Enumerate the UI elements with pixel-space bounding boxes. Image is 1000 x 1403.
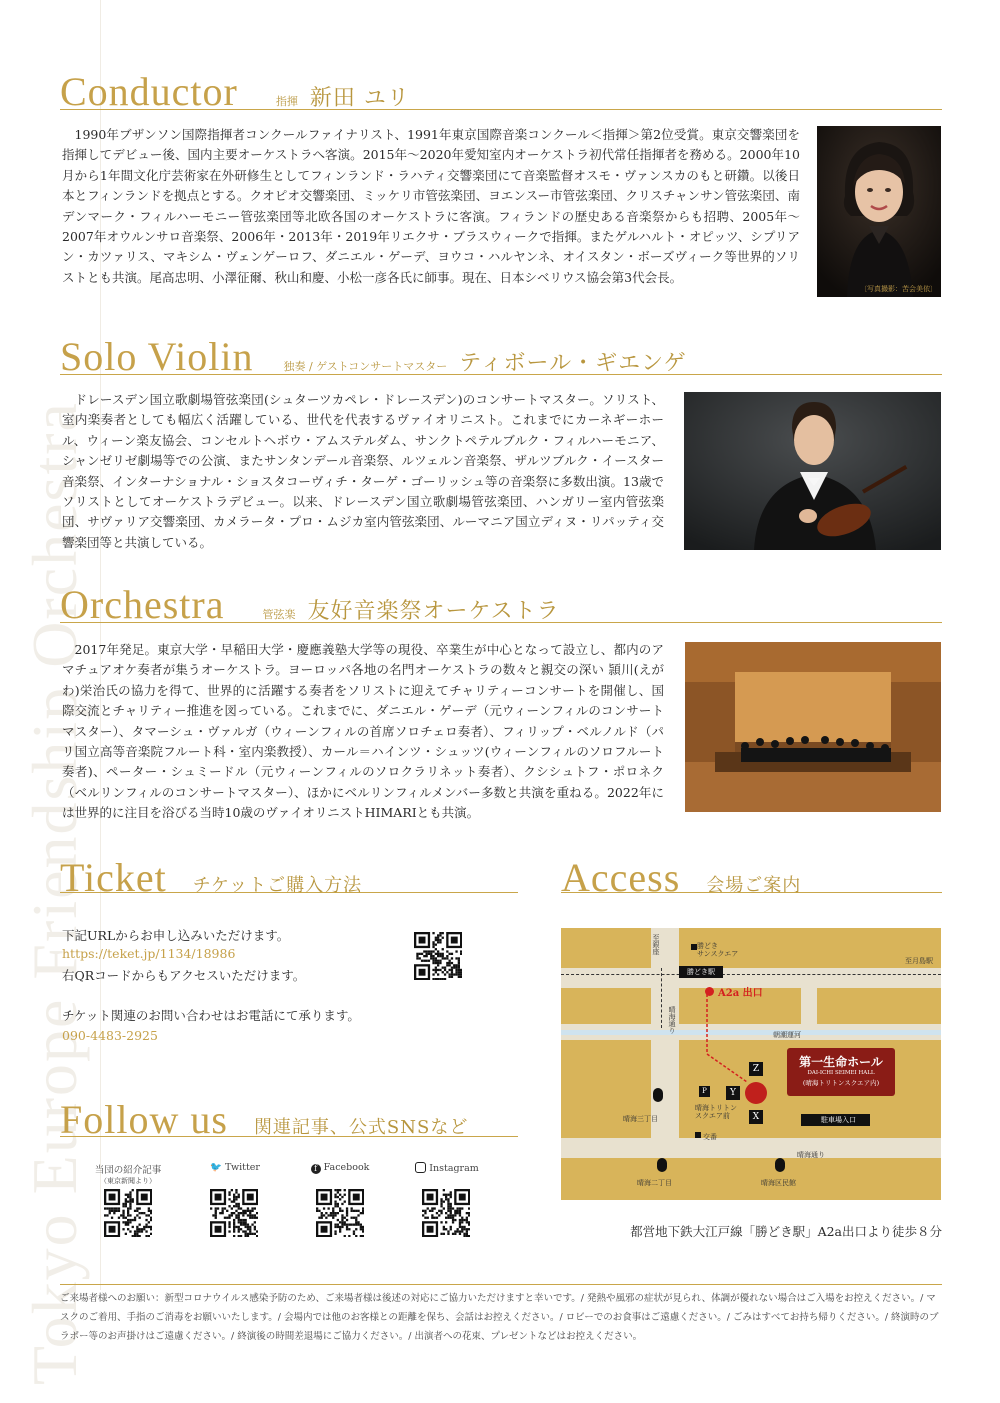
- ticket-header: [60, 855, 518, 900]
- hall-marker: [745, 1082, 767, 1104]
- follow-instagram-label: Instagram: [392, 1162, 502, 1174]
- harumi-street-v: 晴海通り: [668, 1006, 676, 1034]
- ticket-line3: チケット関連のお問い合わせはお電話にて承ります。: [62, 1008, 360, 1023]
- follow-facebook-label: f Facebook: [285, 1162, 395, 1174]
- facebook-qr-code[interactable]: [316, 1189, 364, 1237]
- station-label: 勝どき駅: [679, 966, 723, 978]
- sign-p: P: [699, 1086, 710, 1097]
- sign-y: Y: [726, 1086, 740, 1100]
- conductor-role: 指揮: [275, 95, 298, 108]
- bus-stop-icon: [775, 1158, 785, 1172]
- access-title: Access: [561, 855, 681, 900]
- covid-notice: ご来場者様へのお願い：新型コロナウイルス感染予防のため、ご来場者様は後述の対応にご協力いただけますと幸いです。/ 発熱や風邪の症状が見られ、体調が優れない場合はご入場をお控えください。/ マスクのご着用、手指のご消毒をお願いいたします。/ 会場内では他のお客様との距離を保ち、会話はお控えください。/ ロビーでのお食事はご遠慮ください。/ ごみはすべてお持ち帰りください。/ 終演時のブラボー等のお声掛けはご遠慮ください。/ 終演後の時間差退場にご協力ください。/ 出演者への花束、プレゼントなどはお控えください。: [60, 1284, 942, 1346]
- harumi-road-label: 晴海通り: [797, 1151, 825, 1159]
- exit-label: A2a 出口: [718, 988, 763, 999]
- violin-name: ティボール・ギエンゲ: [459, 351, 687, 376]
- follow-article-label: 当団の紹介記事 （東京新聞より）: [94, 1165, 162, 1185]
- sign-z: Z: [749, 1062, 763, 1076]
- walking-route: [701, 994, 761, 1094]
- ticket-url-link[interactable]: https://teket.jp/1134/18986: [62, 946, 236, 961]
- conductor-header: [60, 69, 942, 114]
- violin-role: 独奏 / ゲストコンサートマスター: [283, 360, 448, 373]
- ticket-qr-code[interactable]: [414, 932, 462, 980]
- orchestra-title: Orchestra: [60, 582, 225, 627]
- chuo-office-label: 晴海区民館: [761, 1179, 796, 1187]
- parking-label: 駐車場入口: [801, 1114, 870, 1126]
- canal-label: 朝潮運河: [773, 1031, 801, 1039]
- access-header: [561, 855, 942, 900]
- ticket-line2: 右QRコードからもアクセスいただけます。: [62, 968, 306, 983]
- ginza-label: 至銀座: [652, 934, 660, 955]
- access-subtitle: 会場ご案内: [706, 875, 802, 896]
- facebook-icon: f: [311, 1164, 321, 1174]
- tsukishima-label: 至月島駅: [905, 957, 933, 965]
- ticket-line1: 下記URLからお申し込みいただけます。: [62, 928, 290, 943]
- hall-name-en: DAI-ICHI SEIMEI HALL: [807, 1070, 875, 1076]
- kachidoki-square: 勝どき サンスクエア: [697, 942, 739, 958]
- harumi3-label: 晴海三丁目: [623, 1115, 658, 1123]
- conductor-photo: [817, 126, 941, 297]
- follow-title: Follow us: [60, 1097, 228, 1142]
- violin-bio: ドレースデン国立歌劇場管弦楽団(シュターツカペレ・ドレースデン)のコンサートマスター。ソリスト、室内楽奏者としても幅広く活躍している、世代を代表するヴァイオリニスト。これまでにカーネギーホール、ウィーン楽友協会、コンセルトヘボウ・アムステルダム、サンクトペテルブルク・フィルハーモニア、シャンゼリゼ劇場等での公演、またサンタンデール音楽祭、ルツェルン音楽祭、ザルツブルク・イースター音楽祭、インターナショナル・ショスタコーヴィチ・ターゲ・ゴーリッシュ等の音楽祭に多数出演。13歳でソリストとしてオーケストラデビュー。以来、ドレースデン国立歌劇場管弦楽団、ハンガリー室内管弦楽団、サヴァリア交響楽団、カメラータ・プロ・ムジカ室内管弦楽団、ルーマニア国立ディヌ・リパッティ交響楽団等と共演している。: [62, 392, 664, 550]
- conductor-name: 新田 ユリ: [309, 86, 410, 111]
- access-map: [561, 928, 941, 1200]
- subway-line: [561, 974, 941, 975]
- orchestra-photo: [685, 642, 941, 812]
- photo-credit: 〔写真撮影：苦会美依〕: [860, 285, 937, 293]
- orchestra-role: 管弦楽: [262, 608, 296, 621]
- ticket-subtitle: チケットご購入方法: [192, 875, 363, 896]
- triton-label: 晴海トリトン スクエア前: [695, 1104, 737, 1120]
- conductor-bio: 1990年ブザンソン国際指揮者コンクールファイナリスト、1991年東京国際音楽コンクール＜指揮＞第2位受賞。東京交響楽団を指揮してデビュー後、国内主要オーケストラへ客演。2015年〜2020年愛知室内オーケストラ初代常任指揮者を務める。2000年10月から1年間文化庁芸術家在外研修生としてフィンランド・ラハティ交響楽団にて音楽監督オスモ・ヴァンスカのもと研鑽。以後日本とフィンランドを拠点とする。クオピオ交響楽団、ミッケリ市管弦楽団、ヨエンスー市管弦楽団、クリスチャンサン管弦楽団、南デンマーク・フィルハーモニー管弦楽団等北欧各国のオーケストラに客演。フィランドの歴史ある音楽祭からも招聘、2005年〜2007年オウルンサロ音楽祭、2006年・2013年・2019年リエクサ・ブラスウィークで指揮。またゲルハルト・オピッツ、シプリアン・カツァリス、マキシム・ヴェンゲーロフ、ダニエル・ゲーデ、ヨウコ・ハルヤンネ、オイスタン・ボーズヴィーク等世界的ソリストとも共演。尾高忠明、小澤征爾、秋山和慶、小松一彦各氏に師事。現在、日本シベリウス協会第3代会長。: [62, 127, 800, 285]
- follow-header: [60, 1097, 518, 1142]
- ticket-title: Ticket: [60, 855, 167, 900]
- orchestra-header: [60, 582, 942, 627]
- twitter-qr-code[interactable]: [210, 1189, 258, 1237]
- follow-twitter-label: 🐦 Twitter: [210, 1162, 260, 1173]
- article-qr-code[interactable]: [104, 1189, 152, 1237]
- follow-subtitle: 関連記事、公式SNSなど: [253, 1117, 469, 1138]
- conductor-title: Conductor: [60, 69, 238, 114]
- violinist-photo: [684, 392, 941, 550]
- koban-label: 交番: [703, 1133, 717, 1141]
- ticket-phone[interactable]: 090-4483-2925: [62, 1028, 158, 1043]
- instagram-icon: [415, 1162, 426, 1173]
- violin-title: Solo Violin: [60, 334, 254, 379]
- access-note: 都営地下鉄大江戸線「勝どき駅」A2a出口より徒歩８分: [630, 1224, 942, 1239]
- violin-header: [60, 334, 942, 379]
- watermark-text: Tokyo Europe Friendship Orchestra: [19, 401, 90, 1385]
- bus-stop-icon: [653, 1088, 663, 1102]
- orchestra-name: 友好音楽祭オーケストラ: [307, 599, 560, 624]
- sign-x: X: [749, 1110, 763, 1124]
- harumi1-label: 晴海二丁目: [637, 1179, 672, 1187]
- orchestra-bio: 2017年発足。東京大学・早稲田大学・慶應義塾大学等の現役、卒業生が中心となって設立し、都内のアマチュアオケ奏者が集うオーケストラ。ヨーロッパ各地の名門オーケストラの数々と親交の深い 頴川(えがわ)栄治氏の協力を得て、世界的に活躍する奏者をソリストに迎えてチャリティーコンサートを開催し、国際交流とチャリティー推進を図っている。これまでに、ダニエル・ゲーデ（元ウィーンフィルのコンサートマスター）、タマーシュ・ヴァルガ（ウィーンフィルの首席ソロチェロ奏者）、フィリップ・ベルノルド（パリ国立高等音楽院フルート科・室内楽教授）、カール＝ハインツ・シュッツ(ウィーンフィルのソロフルート奏者)、ペーター・シュミードル（元ウィーンフィルのソロクラリネット奏者）、クシシュトフ・ポロネク（ベルリンフィルのコンサートマスター）、ほかにベルリンフィルメンバー多数と共演を重ねる。2022年には世界的に注目を浴びる当時10歳のヴァイオリニストHIMARIとも共演。: [62, 642, 664, 821]
- hall-badge: [787, 1048, 895, 1096]
- bus-stop-icon: [657, 1158, 667, 1172]
- twitter-icon: 🐦: [210, 1162, 222, 1173]
- instagram-qr-code[interactable]: [422, 1189, 470, 1237]
- hall-name: 第一生命ホール: [799, 1055, 883, 1069]
- hall-sub: (晴海トリトンスクエア内): [802, 1079, 880, 1087]
